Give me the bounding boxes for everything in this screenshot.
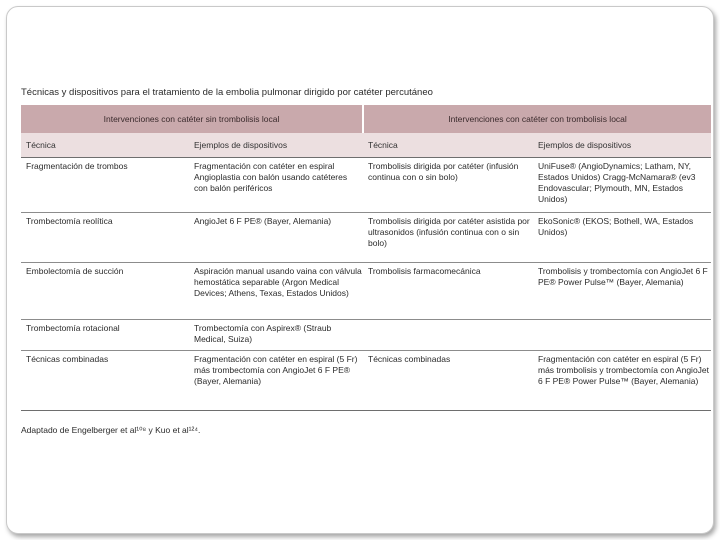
column-header-devices: Ejemplos de dispositivos — [533, 133, 711, 158]
group-header-without-thrombolysis: Intervenciones con catéter sin trombolisis local — [21, 105, 363, 133]
table-cell: Fragmentación con catéter en espiral Angioplastia con balón usando catéteres con balón periféricos — [189, 158, 363, 213]
table-cell: Embolectomía de succión — [21, 263, 189, 320]
table-cell: Trombolisis dirigida por catéter (infusión continua con o sin bolo) — [363, 158, 533, 213]
table-cell: Trombectomía rotacional — [21, 320, 189, 351]
sub-header-row — [21, 133, 711, 158]
table-row — [21, 320, 711, 351]
source-note: Adaptado de Engelberger et al¹⁰⁸ y Kuo et al¹²⁴. — [21, 425, 201, 435]
table-row — [21, 213, 711, 263]
table-cell: Trombolisis y trombectomía con AngioJet 6 F PE® Power Pulse™ (Bayer, Alemania) — [533, 263, 711, 320]
table-cell: Técnicas combinadas — [363, 351, 533, 411]
table-cell — [533, 320, 711, 351]
table-cell: Fragmentación con catéter en espiral (5 Fr) más trombolisis y trombectomía con AngioJet 6 F PE® Power Pulse™ (Bayer, Alemania) — [533, 351, 711, 411]
table-cell — [363, 320, 533, 351]
table-cell: Fragmentación con catéter en espiral (5 Fr) más trombectomía con AngioJet 6 F PE® (Bayer, Alemania) — [189, 351, 363, 411]
table-cell: Técnicas combinadas — [21, 351, 189, 411]
table-cell: Fragmentación de trombos — [21, 158, 189, 213]
devices-table — [21, 105, 711, 411]
group-header-with-thrombolysis: Intervenciones con catéter con trombolisis local — [363, 105, 711, 133]
table-row — [21, 351, 711, 411]
group-header-row — [21, 105, 711, 133]
table-cell: Trombectomía con Aspirex® (Straub Medical, Suiza) — [189, 320, 363, 351]
table-row — [21, 263, 711, 320]
table-cell: Aspiración manual usando vaina con válvula hemostática separable (Argon Medical Devices; Athens, Texas, Estados Unidos) — [189, 263, 363, 320]
table-cell: EkoSonic® (EKOS; Bothell, WA, Estados Unidos) — [533, 213, 711, 263]
table-cell: UniFuse® (AngioDynamics; Latham, NY, Estados Unidos) Cragg-McNamara® (ev3 Endovascular; Plymouth, MN, Estados Unidos) — [533, 158, 711, 213]
table-caption: Técnicas y dispositivos para el tratamiento de la embolia pulmonar dirigido por catéter percutáneo — [21, 87, 433, 98]
table-cell: Trombectomía reolítica — [21, 213, 189, 263]
slide-frame — [6, 6, 714, 534]
column-header-technique: Técnica — [21, 133, 189, 158]
column-header-devices: Ejemplos de dispositivos — [189, 133, 363, 158]
column-header-technique: Técnica — [363, 133, 533, 158]
table-cell: Trombolisis farmacomecánica — [363, 263, 533, 320]
table-cell: Trombolisis dirigida por catéter asistida por ultrasonidos (infusión continua con o sin bolo) — [363, 213, 533, 263]
table-cell: AngioJet 6 F PE® (Bayer, Alemania) — [189, 213, 363, 263]
table-row — [21, 158, 711, 213]
